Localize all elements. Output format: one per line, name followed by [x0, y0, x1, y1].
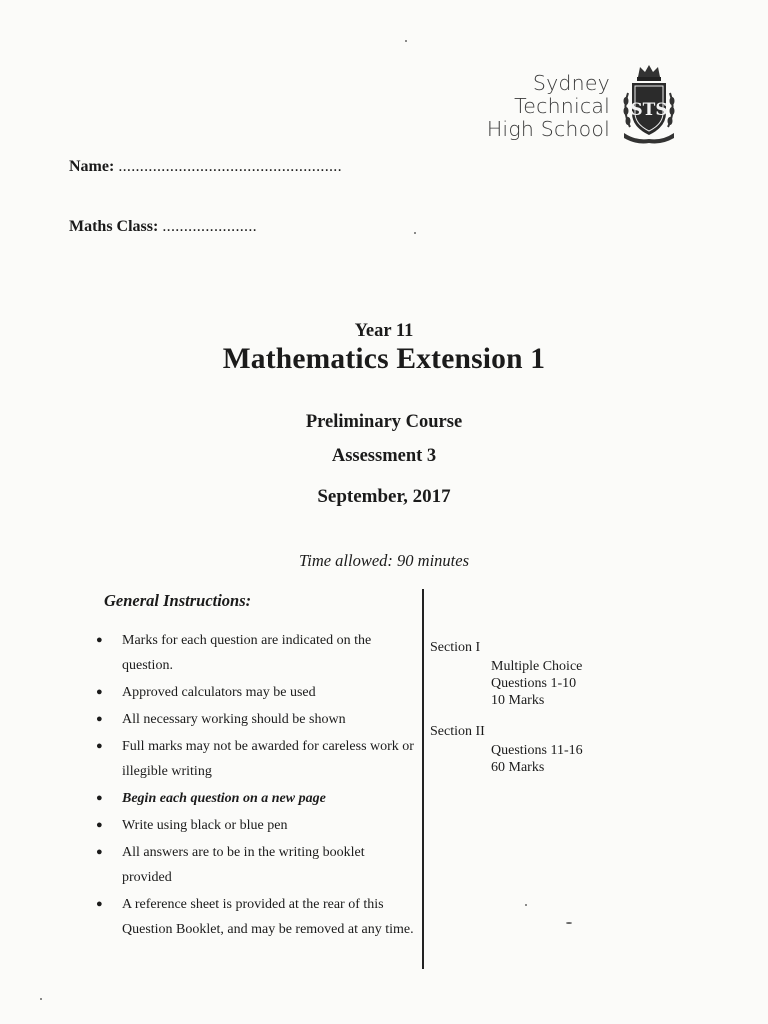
section-1-details: [491, 658, 582, 709]
bullet-icon: ●: [96, 713, 103, 725]
instruction-item: ● A reference sheet is provided at the rear of this Question Booklet, and may be removed at any time.: [96, 892, 416, 942]
svg-text:STS: STS: [630, 100, 668, 120]
section-2-details: [491, 742, 583, 776]
instruction-item: ● Begin each question on a new page: [96, 786, 416, 811]
school-name-line-2: Technical: [514, 94, 610, 118]
bullet-icon: ●: [96, 846, 103, 858]
section-1-marks: 10 Marks: [491, 693, 545, 708]
bullet-icon: ●: [96, 634, 103, 646]
bullet-icon: ●: [96, 819, 103, 831]
maths-class-field: [69, 218, 257, 236]
course-name: Preliminary Course: [305, 412, 463, 432]
subject-title: Mathematics Extension 1: [222, 343, 546, 375]
school-name-line-3: High School: [486, 117, 610, 141]
student-name-label: Name:: [69, 158, 115, 175]
student-name-blank: ....................................................: [118, 158, 342, 175]
section-2-label: Section II: [430, 724, 485, 739]
scan-speck: [414, 232, 416, 234]
instruction-item: ● All necessary working should be shown: [96, 707, 416, 732]
scan-speck: [40, 998, 42, 1000]
bullet-icon: ●: [96, 740, 103, 752]
instructions-list: [96, 628, 416, 944]
instruction-item: ● Marks for each question are indicated on the question.: [96, 628, 416, 678]
instruction-item: ● All answers are to be in the writing booklet provided: [96, 840, 416, 890]
scan-speck: [405, 40, 407, 42]
bullet-icon: ●: [96, 792, 103, 804]
instruction-item: ● Approved calculators may be used: [96, 680, 416, 705]
maths-class-blank: ......................: [162, 218, 257, 235]
scan-speck: [566, 922, 572, 924]
school-crest-logo: [618, 63, 680, 145]
year-level: Year 11: [354, 321, 414, 341]
instructions-heading: General Instructions:: [104, 591, 252, 610]
assessment-name: Assessment 3: [331, 446, 437, 466]
section-1-questions: Questions 1-10: [491, 676, 577, 691]
bullet-icon: ●: [96, 686, 103, 698]
maths-class-label: Maths Class:: [69, 218, 159, 235]
section-2-questions: Questions 11-16: [491, 743, 583, 758]
column-divider: [422, 589, 424, 969]
school-name: [487, 72, 610, 141]
section-1-label: Section I: [430, 640, 481, 655]
section-1-type: Multiple Choice: [491, 659, 583, 674]
time-allowed: Time allowed: 90 minutes: [298, 551, 470, 570]
school-name-line-1: Sydney: [532, 71, 610, 95]
student-name-field: [69, 158, 342, 176]
instruction-item: ● Write using black or blue pen: [96, 813, 416, 838]
section-2-marks: 60 Marks: [491, 760, 545, 775]
exam-date: September, 2017: [317, 486, 451, 507]
scan-speck: [525, 904, 527, 906]
bullet-icon: ●: [96, 898, 103, 910]
instruction-item: ● Full marks may not be awarded for careless work or illegible writing: [96, 734, 416, 784]
